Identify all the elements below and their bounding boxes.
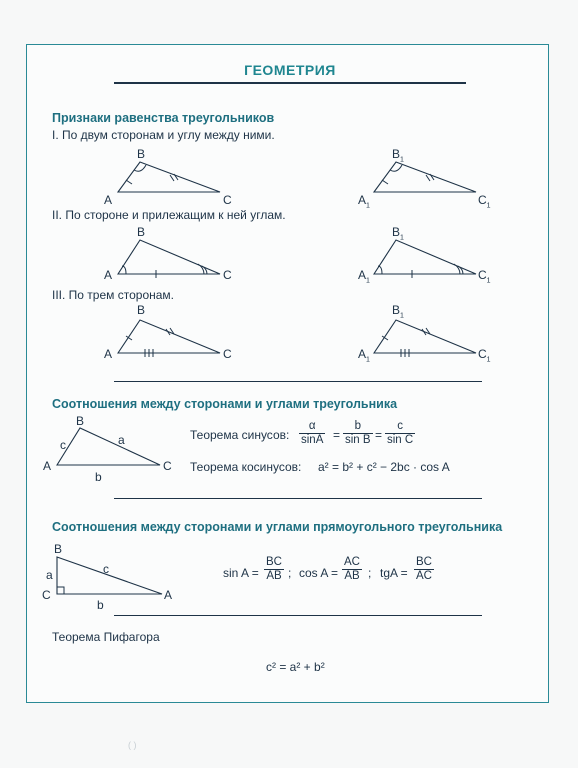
sines-fraction-3: $\frac{c}{\text{sin C}}$ bbox=[387, 420, 414, 446]
label-A1: $A_1$ bbox=[358, 347, 370, 364]
law-of-sines-label: Теорема синусов: bbox=[190, 428, 290, 442]
label-B: B bbox=[137, 303, 146, 317]
label-C1: $C_1$ bbox=[478, 268, 491, 285]
law-of-cosines-label: Теорема косинусов: bbox=[190, 460, 302, 474]
label-C: C bbox=[42, 588, 51, 602]
label-A: A bbox=[164, 588, 173, 602]
sines-fraction-1: $\frac{\alpha}{\sin A}$ bbox=[301, 420, 324, 446]
equals-sign: = bbox=[333, 428, 341, 442]
criterion-2-text: II. По стороне и прилежащим к ней углам. bbox=[52, 208, 286, 222]
label-C1: $C_1$ bbox=[478, 193, 491, 210]
label-C: C bbox=[223, 193, 232, 207]
label-C: C bbox=[223, 347, 232, 361]
equals-sign: = bbox=[375, 428, 383, 442]
label-A1: $A_1$ bbox=[358, 193, 370, 210]
label-B: B bbox=[137, 225, 146, 239]
label-A: A bbox=[104, 193, 113, 207]
label-C1: $C_1$ bbox=[478, 347, 491, 364]
criterion-1-text: I. По двум сторонам и углу между ними. bbox=[52, 128, 275, 142]
sine-definition-label: sin A = bbox=[223, 566, 259, 580]
separator: ; bbox=[368, 566, 372, 580]
pythagoras-formula: c² = a² + b² bbox=[266, 660, 325, 674]
label-side-c: c bbox=[60, 438, 66, 452]
label-A1: $A_1$ bbox=[358, 268, 370, 285]
label-A: A bbox=[104, 268, 113, 282]
sine-fraction: $\frac{BC}{AB}$ bbox=[266, 556, 282, 582]
label-C: C bbox=[163, 459, 172, 473]
label-side-a: a bbox=[118, 433, 125, 447]
tangent-fraction: $\frac{BC}{AC}$ bbox=[416, 556, 432, 582]
tangent-definition-label: tgA = bbox=[380, 566, 408, 580]
label-B: B bbox=[76, 414, 85, 428]
sines-fraction-2: $\frac{b}{\text{sin B}}$ bbox=[345, 420, 371, 446]
label-C: C bbox=[223, 268, 232, 282]
label-side-b: b bbox=[97, 598, 104, 612]
law-of-cosines-formula: a² = b² + c² − 2bc · cos A bbox=[318, 460, 450, 474]
label-side-c: c bbox=[103, 562, 109, 576]
label-side-b: b bbox=[95, 470, 102, 484]
section-relations-title: Соотношения между сторонами и углами треугольника bbox=[52, 397, 398, 411]
pythagoras-label: Теорема Пифагора bbox=[52, 630, 160, 644]
footer-mark: ( ) bbox=[128, 740, 137, 750]
label-A: A bbox=[104, 347, 113, 361]
cosine-fraction: $\frac{AC}{AB}$ bbox=[344, 556, 360, 582]
page-title: ГЕОМЕТРИЯ bbox=[244, 62, 336, 78]
label-B1: $B_1$ bbox=[392, 303, 404, 320]
section-right-triangle-title: Соотношения между сторонами и углами прямоугольного треугольника bbox=[52, 520, 503, 534]
label-A: A bbox=[43, 459, 52, 473]
separator: ; bbox=[288, 566, 292, 580]
criterion-3-text: III. По трем сторонам. bbox=[52, 288, 174, 302]
divider bbox=[114, 615, 482, 616]
section-equality-title: Признаки равенства треугольников bbox=[52, 111, 275, 125]
label-B1: $B_1$ bbox=[392, 147, 404, 164]
label-B: B bbox=[54, 542, 63, 556]
label-B1: $B_1$ bbox=[392, 225, 404, 242]
cosine-definition-label: cos A = bbox=[299, 566, 339, 580]
label-side-a: a bbox=[46, 568, 53, 582]
label-B: B bbox=[137, 147, 146, 161]
